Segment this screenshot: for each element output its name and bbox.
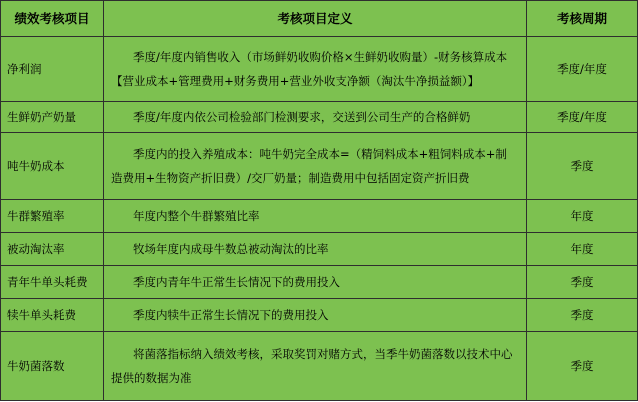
item-name: 生鲜奶产奶量 (1, 102, 104, 133)
header-definition: 考核项目定义 (104, 1, 527, 37)
item-definition: 季度内的投入养殖成本：吨牛奶完全成本=（精饲料成本+粗饲料成本+制造费用+生物资产折旧费）/交厂奶量；制造费用中包括固定资产折旧费 (104, 133, 527, 200)
item-period: 季度/年度 (527, 37, 638, 102)
item-name: 牛群繁殖率 (1, 200, 104, 233)
table-row (1, 200, 638, 233)
item-name: 青年牛单头耗费 (1, 266, 104, 299)
table-row (1, 102, 638, 133)
item-period: 年度 (527, 233, 638, 266)
item-definition: 年度内整个牛群繁殖比率 (104, 200, 527, 233)
item-definition: 将菌落指标纳入绩效考核，采取奖罚对赌方式，当季牛奶菌落数以技术中心提供的数据为准 (104, 332, 527, 401)
item-period: 季度 (527, 299, 638, 332)
item-period: 季度 (527, 266, 638, 299)
table-row (1, 37, 638, 102)
item-definition: 牧场年度内成母牛数总被动淘汰的比率 (104, 233, 527, 266)
header-row (1, 1, 638, 37)
table-row (1, 233, 638, 266)
item-period: 季度 (527, 332, 638, 401)
item-name: 被动淘汰率 (1, 233, 104, 266)
header-item: 绩效考核项目 (1, 1, 104, 37)
item-name: 犊牛单头耗费 (1, 299, 104, 332)
item-period: 季度/年度 (527, 102, 638, 133)
item-period: 季度 (527, 133, 638, 200)
item-definition: 季度内犊牛正常生长情况下的费用投入 (104, 299, 527, 332)
header-period: 考核周期 (527, 1, 638, 37)
table-row (1, 332, 638, 401)
table-row (1, 133, 638, 200)
item-name: 净利润 (1, 37, 104, 102)
item-definition: 季度/年度内依公司检验部门检测要求，交送到公司生产的合格鲜奶 (104, 102, 527, 133)
item-name: 牛奶菌落数 (1, 332, 104, 401)
table-row (1, 299, 638, 332)
item-definition: 季度内青年牛正常生长情况下的费用投入 (104, 266, 527, 299)
item-name: 吨牛奶成本 (1, 133, 104, 200)
table-row (1, 266, 638, 299)
item-definition: 季度/年度内销售收入（市场鲜奶收购价格×生鲜奶收购量）-财务核算成本【营业成本+管理费用+财务费用+营业外收支净额（淘汰牛净损益额）】 (104, 37, 527, 102)
item-period: 年度 (527, 200, 638, 233)
